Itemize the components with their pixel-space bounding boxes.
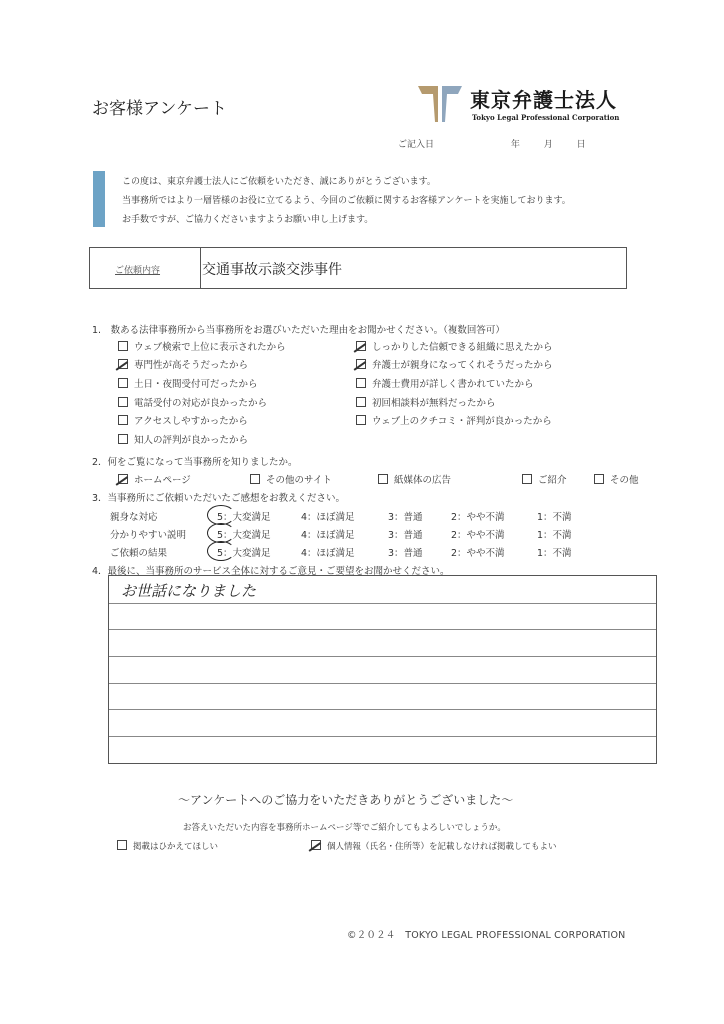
comment-line [109,683,656,684]
q3-rating-option[interactable]: 3：普通 [388,512,423,523]
option-label: 土日・夜間受付可だったから [134,379,258,390]
q3-rating-option[interactable]: 1：不満 [537,548,572,559]
comment-line [109,656,656,657]
option-label: しっかりした信頼できる組織に思えたから [372,342,553,353]
option-label: 紙媒体の広告 [394,475,452,486]
q1-option[interactable] [356,357,553,371]
selected-circle-icon [207,523,235,543]
checkbox-icon[interactable] [117,840,127,850]
option-label: 掲載はひかえてほしい [133,842,219,852]
q3-row-label: ご依頼の結果 [110,548,168,559]
option-label: 個人情報（氏名・住所等）を記載しなければ掲載してもよい [327,842,557,852]
q3-rating-option[interactable]: 4：ほぼ満足 [301,548,355,559]
q3-rating-option[interactable]: 2：やや不満 [451,530,505,541]
case-value: 交通事故示談交渉事件 [202,262,342,278]
comment-line [109,603,656,604]
q3-rating-option[interactable]: 3：普通 [388,530,423,541]
q1-option[interactable] [356,395,496,409]
q1-option[interactable] [356,376,534,390]
q2-question: 2．何をご覧になって当事務所を知りましたか。 [92,457,298,468]
comment-box[interactable] [108,575,657,764]
q3-rating-option[interactable]: 4：ほぼ満足 [301,512,355,523]
case-label: ご依頼内容 [115,266,161,276]
case-table [89,247,627,289]
date-day-label: 日 [576,140,586,150]
q3-rating-option[interactable]: 2：やや不満 [451,548,505,559]
intro-line-1: この度は、東京弁護士法人にご依頼をいただき、誠にありがとうございます。 [122,177,436,187]
accent-bar [93,171,105,227]
q1-option[interactable] [118,432,248,446]
q3-rating-option[interactable]: 3：普通 [388,548,423,559]
date-year-label: 年 [510,140,520,150]
checkbox-icon[interactable] [118,378,128,388]
option-label: 知人の評判が良かったから [134,435,249,446]
q4-question: 4．最後に、当事務所のサービス全体に対するご意見・ご要望をお聞かせください。 [92,566,450,577]
consent-option[interactable] [117,840,218,852]
q3-rating-option[interactable]: 1：不満 [537,530,572,541]
q3-rating-option[interactable]: 4：ほぼ満足 [301,530,355,541]
q2-option[interactable] [250,472,332,486]
q3-rating-option[interactable]: 5：大変満足 [217,530,271,541]
checkbox-checked-icon[interactable] [356,341,366,351]
q2-option[interactable] [594,472,639,486]
q1-option[interactable] [118,357,248,371]
date-field[interactable] [398,137,586,150]
checkbox-icon[interactable] [378,474,388,484]
option-label: ご紹介 [538,475,567,486]
q3-row-label: 親身な対応 [110,512,158,523]
q1-option[interactable] [118,413,248,427]
option-label: ウェブ検索で上位に表示されたから [134,342,286,353]
checkbox-icon[interactable] [118,434,128,444]
q2-option[interactable] [118,472,191,486]
q3-row-label: 分かりやすい説明 [110,530,187,541]
checkbox-icon[interactable] [356,378,366,388]
q1-option[interactable] [356,339,553,353]
date-label: ご記入日 [398,140,435,150]
checkbox-icon[interactable] [522,474,532,484]
comment-line [109,629,656,630]
intro-line-2: 当事務所ではより一層皆様のお役に立てるよう、今回のご依頼に関するお客様アンケートを実施しております。 [122,196,571,206]
option-label: その他 [610,475,639,486]
checkbox-icon[interactable] [594,474,604,484]
checkbox-icon[interactable] [118,415,128,425]
checkbox-icon[interactable] [118,397,128,407]
q1-option[interactable] [118,395,267,409]
option-label: 弁護士費用が詳しく書かれていたから [372,379,534,390]
option-label: 弁護士が親身になってくれそうだったから [372,360,553,371]
comment-line [109,709,656,710]
q3-rating-option[interactable]: 5：大変満足 [217,512,271,523]
copyright: ©２０２４ TOKYO LEGAL PROFESSIONAL CORPORATION [347,930,626,941]
comment-line [109,736,656,737]
brand-name: 東京弁護士法人 [470,88,617,112]
q3-question: 3．当事務所にご依頼いただいたご感想をお教えください。 [92,493,346,504]
q3-rating-option[interactable]: 1：不満 [537,512,572,523]
survey-title: お客様アンケート [92,99,227,119]
case-label-cell [90,248,201,288]
q1-option[interactable] [118,376,258,390]
firm-logo-icon [418,84,462,124]
selected-circle-icon [207,505,235,525]
checkbox-icon[interactable] [356,397,366,407]
option-label: その他のサイト [266,475,332,486]
option-label: 電話受付の対応が良かったから [134,398,268,409]
q2-option[interactable] [522,472,567,486]
checkbox-icon[interactable] [250,474,260,484]
option-label: ホームページ [134,475,191,486]
option-label: アクセスしやすかったから [134,416,248,427]
q1-option[interactable] [356,413,552,427]
checkbox-icon[interactable] [118,341,128,351]
consent-option[interactable] [311,840,557,852]
option-label: 専門性が高そうだったから [134,360,249,371]
thanks-message: ～アンケートへのご協力をいただきありがとうございました～ [178,793,514,807]
q2-option[interactable] [378,472,451,486]
checkbox-checked-icon[interactable] [311,840,321,850]
q1-option[interactable] [118,339,286,353]
option-label: 初回相談料が無料だったから [372,398,496,409]
q3-rating-option[interactable]: 2：やや不満 [451,512,505,523]
consent-question: お答えいただいた内容を事務所ホームページ等でご紹介してもよろしいでしょうか。 [183,823,506,833]
checkbox-checked-icon[interactable] [356,359,366,369]
checkbox-checked-icon[interactable] [118,359,128,369]
option-label: ウェブ上のクチコミ・評判が良かったから [372,416,552,427]
checkbox-icon[interactable] [356,415,366,425]
q3-rating-option[interactable]: 5：大変満足 [217,548,271,559]
q1-question: 1. 数ある法律事務所から当事務所をお選びいただいた理由をお聞かせください。（複数回答可） [92,325,505,336]
selected-circle-icon [207,541,235,561]
comment-answer: お世話になりました [121,582,257,600]
brand-name-en: Tokyo Legal Professional Corporation [472,113,620,122]
date-month-label: 月 [543,140,553,150]
intro-line-3: お手数ですが、ご協力くださいますようお願い申し上げます。 [122,215,374,225]
checkbox-checked-icon[interactable] [118,474,128,484]
